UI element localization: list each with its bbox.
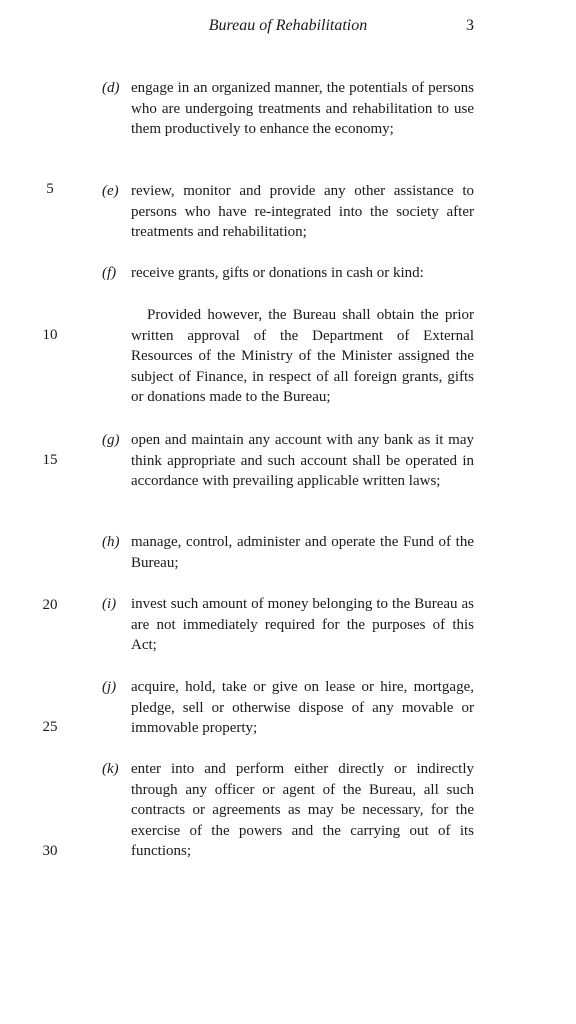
proviso-paragraph: Provided however, the Bureau shall obtain the prior written approval of the Department of External Resources of the Ministry of the Minister assigned the subject of Finance, in respect of all foreign grants, gifts or donations made to the Bureau; xyxy=(131,307,474,405)
clause-g xyxy=(102,430,474,492)
line-number: 10 xyxy=(42,327,58,343)
clause-f xyxy=(102,263,474,284)
clause-text: open and maintain any account with any bank as it may think appropriate and such account shall be operated in accordance with prevailing applicable written laws; xyxy=(131,432,474,489)
clause-label: (f) xyxy=(102,265,117,281)
page-number: 3 xyxy=(466,17,474,34)
line-number: 30 xyxy=(42,843,58,859)
clause-label: (k) xyxy=(102,761,119,777)
clause-i xyxy=(102,594,474,656)
clause-text: acquire, hold, take or give on lease or hire, mortgage, pledge, sell or otherwise dispose of any movable or immovable property; xyxy=(131,679,474,736)
clause-j xyxy=(102,677,474,739)
clause-label: (g) xyxy=(102,432,120,448)
clause-d xyxy=(102,78,474,140)
clause-text: receive grants, gifts or donations in cash or kind: xyxy=(131,265,424,281)
clause-label: (d) xyxy=(102,80,120,96)
clause-text: manage, control, administer and operate the Fund of the Bureau; xyxy=(131,534,474,571)
clause-text: invest such amount of money belonging to the Bureau as are not immediately required for the purposes of this Act; xyxy=(131,596,474,653)
clause-k xyxy=(102,759,474,862)
clause-label: (j) xyxy=(102,679,117,695)
clause-text: review, monitor and provide any other assistance to persons who have re-integrated into the society after treatments and rehabilitation; xyxy=(131,183,474,240)
clause-e xyxy=(102,181,474,243)
clause-label: (e) xyxy=(102,183,119,199)
clause-text: enter into and perform either directly or indirectly through any officer or agent of the Bureau, all such contracts or agreements as may be necessary, for the exercise of the powers and the carrying out of its functions; xyxy=(131,761,474,859)
running-head-title: Bureau of Rehabilitation xyxy=(208,17,368,34)
clause-h xyxy=(102,532,474,573)
line-number: 5 xyxy=(46,181,54,197)
clause-label: (i) xyxy=(102,596,117,612)
clause-label: (h) xyxy=(102,534,120,550)
line-number: 15 xyxy=(42,452,58,468)
clause-text: engage in an organized manner, the potentials of persons who are undergoing treatments and rehabilitation to use them productively to enhance the economy; xyxy=(131,80,474,137)
line-number: 20 xyxy=(42,597,58,613)
line-number: 25 xyxy=(42,719,58,735)
